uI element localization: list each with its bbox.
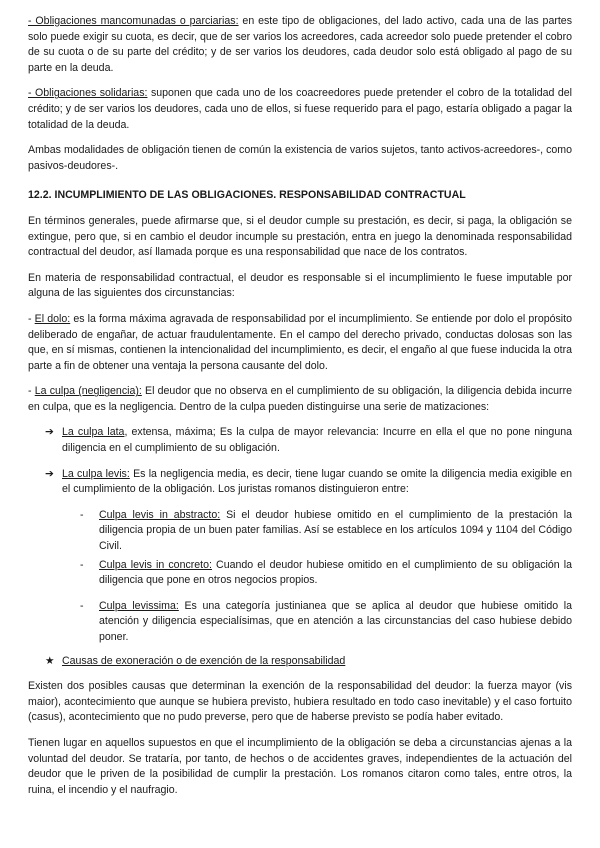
list-item-text: , extensa, máxima; Es la culpa de mayor relevancia: Incurre en ella el que no pone ninguna diligencia en el cumplimiento de su obligación. (62, 426, 572, 455)
term-culpa-levis-concreto: Culpa levis in concreto: (99, 558, 212, 571)
paragraph-text: suponen que cada uno de los coacreedores puede pretender el cobro de la totalidad del crédito; y de ser varios los deudores, cada uno de ellos, si fuese requerido para el pago, estaría obligado a pagar la totalidad de la deuda. (28, 87, 573, 131)
list-item-text: Es la negligencia media, es decir, tiene lugar cuando se omite la diligencia media exigible en el cumplimiento de la obligación. Los juristas romanos distinguieron entre: (62, 467, 572, 496)
term-culpa-levis-abstracto: Culpa levis in abstracto: (99, 508, 221, 521)
paragraph-dolo (28, 312, 572, 374)
term-culpa-lata: La culpa lata (62, 426, 125, 439)
paragraph-supuestos: Tienen lugar en aquellos supuestos en que el incumplimiento de la obligación se deba a circunstancias ajenas a la voluntad del deudor. Se trataría, por tanto, de hechos o de accidentes graves, independientes de la actuación del deudor que le priven de la posibilidad de cumplir la prestación. Los romanos citaron como tales, entre otros, la ruina, el incendio y el naufragio. (28, 736, 572, 796)
paragraph-ambas-modalidades: Ambas modalidades de obligación tienen de común la existencia de varios sujetos, tanto activos-acreedores-, como pasivos-deudores-. (28, 144, 572, 172)
sub-item-text: Si el deudor hubiese omitido en el cumplimiento de la prestación la diligencia propia de un buen pater familias. Así se establece en los artículos 1094 y 1104 del Código Civil. (99, 508, 573, 553)
star-icon: ★ (45, 654, 55, 667)
term-culpa-levis: La culpa levis: (62, 467, 130, 480)
sub-item-culpa-levis-concreto (28, 558, 572, 589)
paragraph-causas-exencion: Existen dos posibles causas que determinan la exención de la responsabilidad del deudor: la fuerza mayor (vis maior), acontecimiento que aunque se hubiera previsto, hubiera resultado en todo caso inevitable) y el caso fortuito (casus), acontecimiento que no pudo preverse, pero que de haberse previsto se podía haber evitado. (28, 680, 572, 724)
term-culpa: La culpa (negligencia): (34, 385, 142, 398)
subheading-text: Causas de exoneración o de exención de la responsabilidad (62, 654, 346, 667)
arrow-icon: ➔ (45, 426, 54, 439)
paragraph-terminos-generales: En términos generales, puede afirmarse que, si el deudor cumple su prestación, es decir, si paga, la obligación se extingue, pero que, si en cambio el deudor incumple su prestación, entra en juego la denominada responsabilidad contractual del deudor, así llamada porque es una responsabilidad que nace de los contratos. (28, 214, 572, 259)
list-item-culpa-lata (28, 425, 572, 456)
list-item-culpa-levis (28, 467, 572, 498)
paragraph-culpa (28, 384, 572, 415)
sub-item-text: Cuando el deudor hubiese omitido en el cumplimiento de su obligación la diligencia que pone en otros negocios propios. (99, 558, 572, 587)
dash-prefix: - (28, 312, 35, 325)
subheading-causas-exoneracion (28, 654, 572, 670)
paragraph-text: El deudor que no observa en el cumplimiento de su obligación, la diligencia debida incurre en culpa, que es la negligencia. Dentro de la culpa pueden distinguirse una serie de matizaciones: (28, 385, 572, 413)
document-page (28, 14, 572, 798)
dash-prefix: - (28, 385, 35, 398)
paragraph-text: es la forma máxima agravada de responsabilidad por el incumplimiento. Se entiende por dolo el propósito deliberado de engañar, de actuar fraudulentamente. En el campo del derecho privado, conductas dolosas son las que, en sí mismas, contienen la intencionalidad del incumplimiento, es decir, el engaño al que fuese inducida la otra parte a fin de obtener una ventaja la persona causante del dolo. (28, 312, 572, 372)
paragraph-text: en este tipo de obligaciones, del lado activo, cada una de las partes solo puede exigir su cuota, es decir, que de ser varios los acreedores, cada acreedor solo puede pretender el cobro de su cuota o de su parte del crédito; y de ser varios los deudores, cada deudor solo está obligado al pago de su parte en la deuda. (28, 15, 572, 74)
paragraph-obligaciones-mancomunadas (28, 14, 572, 76)
dash-marker: - (80, 508, 84, 521)
sub-item-culpa-levis-abstracto (28, 508, 572, 555)
dash-marker: - (80, 558, 84, 571)
term-obligaciones-mancomunadas: - Obligaciones mancomunadas o parciarias: (28, 15, 239, 27)
term-culpa-levissima: Culpa levissima: (99, 599, 179, 612)
paragraph-responsabilidad-contractual: En materia de responsabilidad contractual, el deudor es responsable si el incumplimiento le fuese imputable por alguna de las siguientes dos circunstancias: (28, 271, 572, 300)
paragraph-obligaciones-solidarias (28, 86, 572, 133)
sub-item-culpa-levissima (28, 599, 572, 646)
term-obligaciones-solidarias: - Obligaciones solidarias: (28, 87, 148, 100)
term-dolo: El dolo: (34, 312, 71, 325)
dash-marker: - (80, 599, 84, 612)
arrow-icon: ➔ (45, 467, 54, 480)
sub-item-text: Es una categoría justinianea que se aplica al deudor que hubiese omitido la atención y diligencia especialísimas, que en atención a las circunstancias del caso hubiese debido poner. (99, 599, 572, 643)
section-heading: 12.2. INCUMPLIMIENTO DE LAS OBLIGACIONES. RESPONSABILIDAD CONTRACTUAL (28, 189, 466, 202)
